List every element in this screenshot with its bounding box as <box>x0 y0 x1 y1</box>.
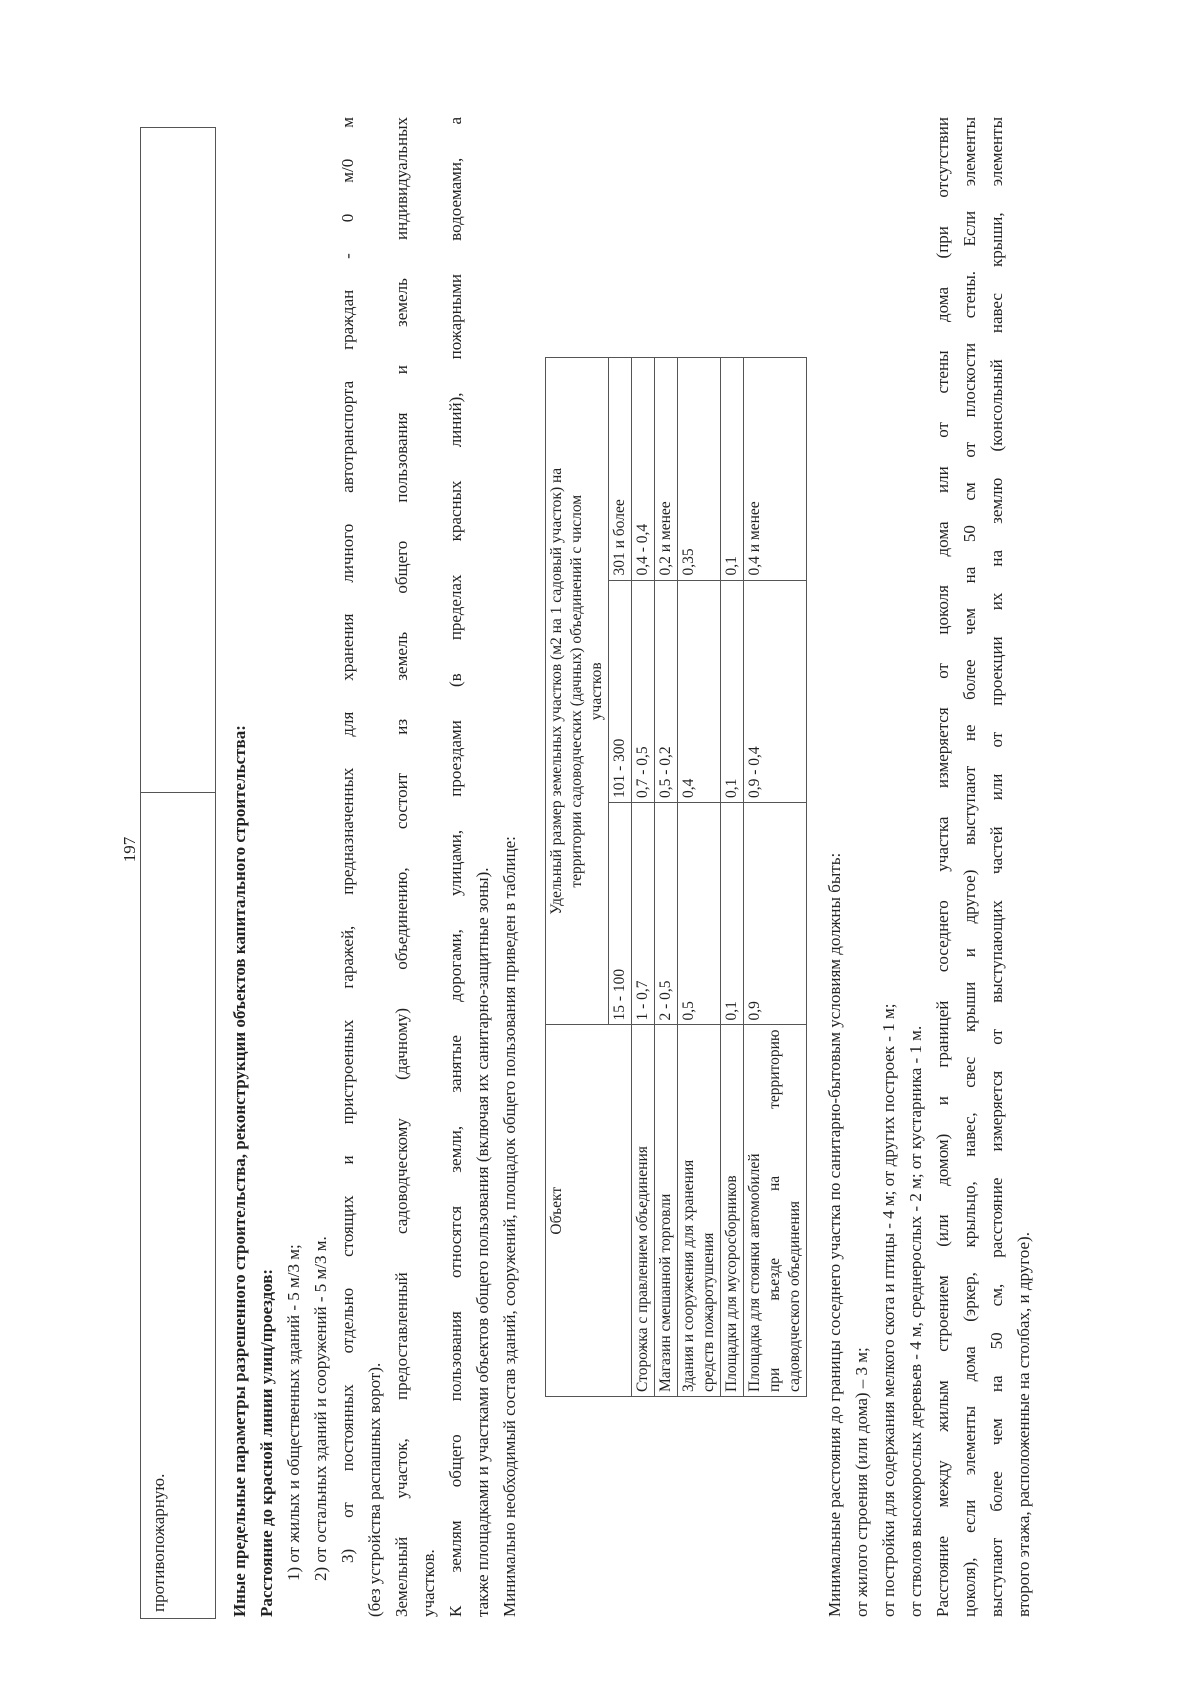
table-row <box>632 358 655 1397</box>
table-row <box>744 358 807 1397</box>
row-value: 0,4 и менее <box>744 358 807 581</box>
facilities-table <box>545 357 807 1397</box>
column-divider <box>141 792 215 793</box>
table-header-row <box>546 358 609 1397</box>
row-value: 0,4 <box>678 580 721 802</box>
paragraph-min-set: Минимально необходимый состав зданий, сооружений, площадок общего пользования приведен в таблице: <box>500 836 519 1617</box>
row-value: 0,1 <box>721 803 744 1025</box>
row-value: 0,9 <box>744 803 807 1025</box>
red-line-subheading: Расстояние до красной линии улиц/проездов: <box>257 1268 276 1617</box>
paragraph-plot: Земельный участок, предоставленный садоводческому (дачному) объединению, состоит из земель общего пользования и земель индивидуальных <box>392 117 411 1617</box>
row-value: 0,9 - 0,4 <box>744 580 807 802</box>
red-line-item: 2) от остальных зданий и сооружений - 5 м/3 м. <box>311 1236 330 1581</box>
frame-cell-text: противопожарную. <box>149 1473 168 1612</box>
row-object: Площадка для стоянки автомобилей при въезде на территорию садоводческого объединения <box>744 1025 807 1397</box>
paragraph-common-lands-end: также площадками и участками объектов общего пользования (включая их санитарно-защитные зоны). <box>473 867 492 1617</box>
table-row <box>655 358 678 1397</box>
row-object: Магазин смешанной торговли <box>655 1025 678 1397</box>
paragraph-common-lands: К землям общего пользования относятся земли, занятые дорогами, улицами, проездами (в пределах красных линий), пожарными водоемами, а <box>446 117 465 1617</box>
row-value: 0,35 <box>678 358 721 581</box>
sanitary-item: от постройки для содержания мелкого скота и птицы - 4 м; от других построек - 1 м; <box>879 1003 898 1617</box>
page-number: 197 <box>120 836 139 863</box>
column-header: 301 и более <box>609 358 632 581</box>
row-value: 0,4 - 0,4 <box>632 358 655 581</box>
row-value: 2 - 0,5 <box>655 803 678 1025</box>
column-header: 15 - 100 <box>609 803 632 1025</box>
header-group: Удельный размер земельных участков (м2 на 1 садовый участок) на территории садоводческих (дачных) объединений с числом участков <box>546 358 609 1025</box>
sanitary-item: от стволов высокорослых деревьев - 4 м, среднерослых - 2 м; от кустарника - 1 м. <box>906 1025 925 1617</box>
row-value: 0,2 и менее <box>655 358 678 581</box>
row-object: Здания и сооружения для хранения средств пожаротушения <box>678 1025 721 1397</box>
section-heading: Иные предельные параметры разрешенного строительства, реконструкции объектов капитального строительства: <box>230 725 249 1617</box>
table-row <box>721 358 744 1397</box>
sanitary-item: от жилого строения (или дома) – 3 м; <box>852 1347 871 1617</box>
final-paragraph-line: второго этажа, расположенные на столбах, и другое). <box>1014 1232 1033 1617</box>
red-line-item: 1) от жилых и общественных зданий - 5 м/3 м; <box>284 1244 303 1581</box>
header-object: Объект <box>546 1025 632 1397</box>
red-line-item: 3) от постоянных отдельно стоящих и пристроенных гаражей, предназначенных для хранения личного автотранспорта граждан - 0 м/0 м <box>338 117 357 1563</box>
column-header: 101 - 300 <box>609 580 632 802</box>
row-value: 1 - 0,7 <box>632 803 655 1025</box>
final-paragraph-line: цоколя), если элементы дома (эркер, крыльцо, навес, свес крыши и другое) выступают не более чем на 50 см от плоскости стены. Если элементы <box>960 117 979 1617</box>
table-row <box>678 358 721 1397</box>
table-fragment-frame <box>140 127 216 1619</box>
row-value: 0,5 - 0,2 <box>655 580 678 802</box>
row-value: 0,1 <box>721 358 744 581</box>
final-paragraph-line: выступают более чем на 50 см, расстояние измеряется от выступающих частей или от проекции их на землю (консольный навес крыши, элементы <box>987 117 1006 1617</box>
red-line-note: (без устройства распашных ворот). <box>365 1362 384 1617</box>
row-value: 0,7 - 0,5 <box>632 580 655 802</box>
row-value: 0,1 <box>721 580 744 802</box>
final-paragraph-line: Расстояние между жилым строением (или домом) и границей соседнего участка измеряется от цоколя дома или от стены дома (при отсутствии <box>933 117 952 1617</box>
row-object: Площадки для мусоросборников <box>721 1025 744 1397</box>
row-object: Сторожка с правлением объединения <box>632 1025 655 1397</box>
row-value: 0,5 <box>678 803 721 1025</box>
paragraph-plot-end: участков. <box>419 1549 438 1617</box>
document-body <box>226 117 1037 1617</box>
sanitary-intro: Минимальные расстояния до границы соседнего участка по санитарно-бытовым условиям должны быть: <box>825 852 844 1617</box>
